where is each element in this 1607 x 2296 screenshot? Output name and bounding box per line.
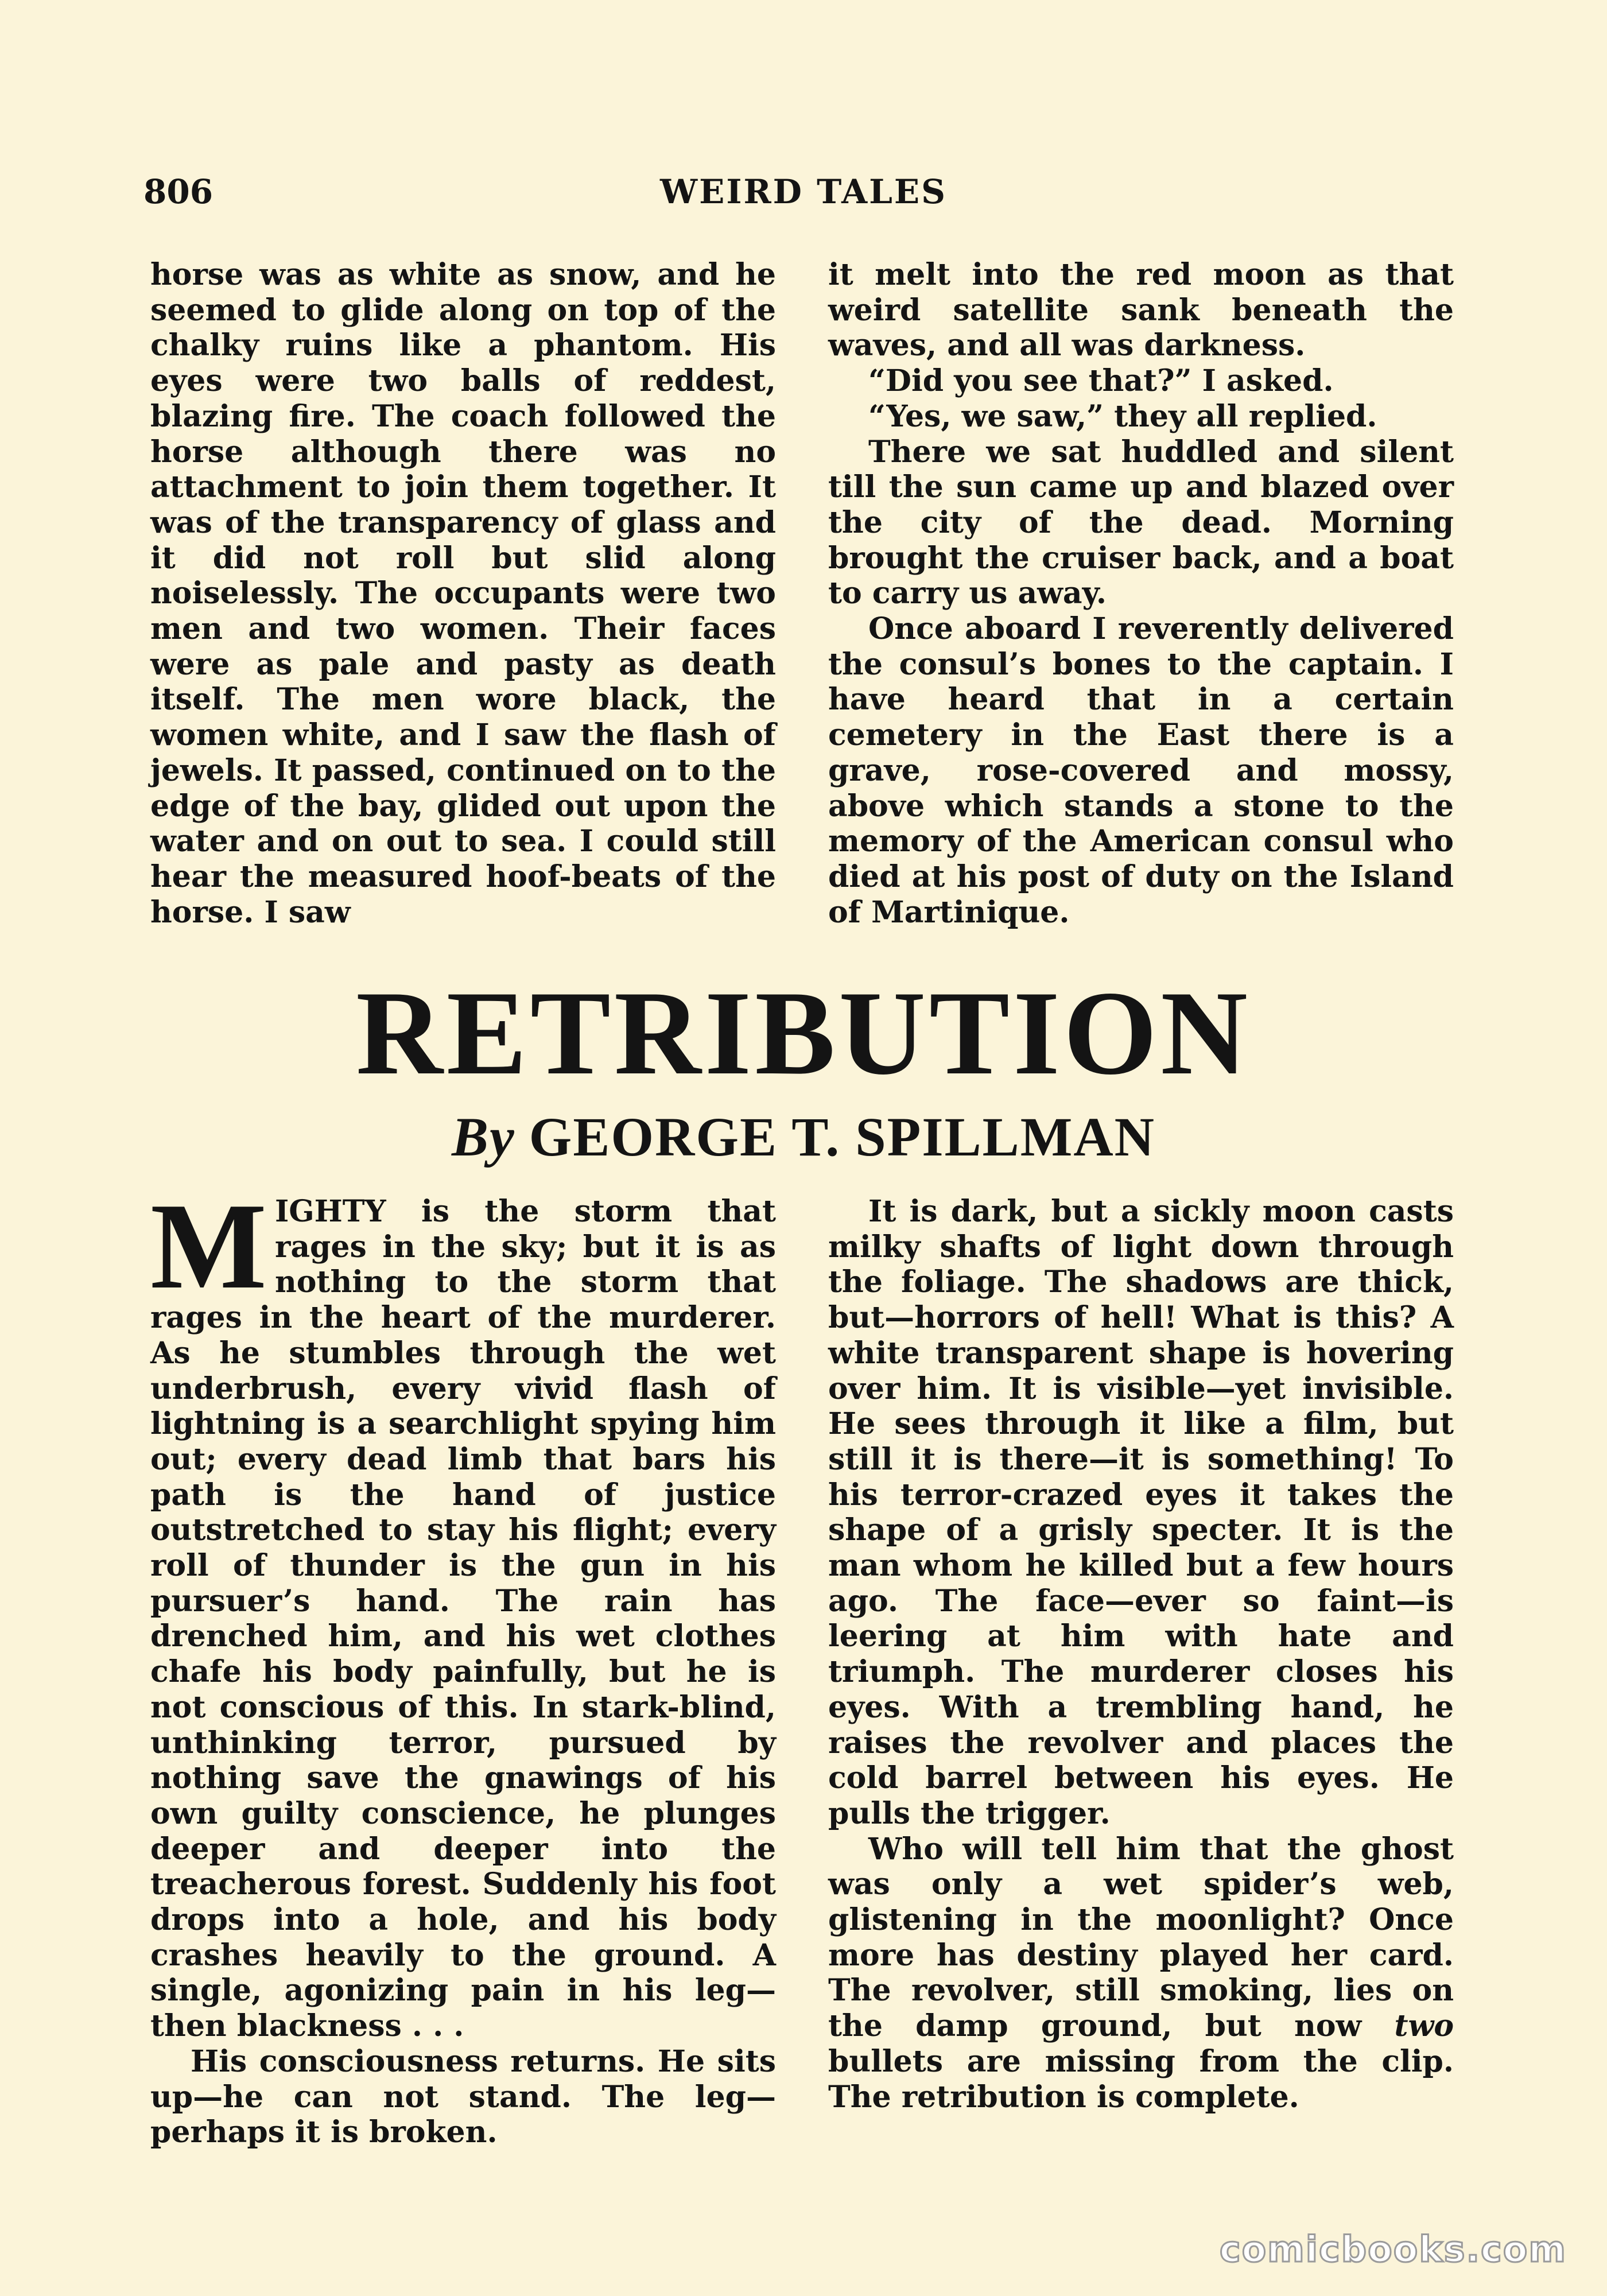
story-title: RETRIBUTION <box>356 967 1251 1100</box>
byline-by: By <box>452 1106 515 1168</box>
page-header <box>143 172 1464 218</box>
opening-text: IGHTY is the storm that rages in the sky; but it is as nothing to the storm that rages in the heart of the murderer. As he stumbles through the wet underbrush, every vivid flash of lightning is a searchlight spying him out; every dead limb that bars his path is the hand of justice outstretched to stay his flight; every roll of thunder is the gun in his pursuer’s hand. The rain has drenched him, and his wet clothes chafe his body painfully, but he is not conscious of this. In stark-blind, unthinking terror, pursued by nothing save the gnawings of his own guilty conscience, he plunges deeper and deeper into the treacherous forest. Suddenly his foot drops into a hole, and his body crashes heavily to the ground. A single, agonizing pain in his leg—then blackness . . . <box>150 1194 776 2044</box>
opening-paragraph <box>150 1177 776 2044</box>
paragraph-text: Who will tell him that the ghost was only a wet spider’s web, glistening in the moonlight? Once more has destiny played her card. The revolver, still smoking, lies on the damp ground, but now <box>828 1831 1454 2044</box>
emphasis-text: two <box>1394 2008 1454 2044</box>
running-title: WEIRD TALES <box>659 172 948 211</box>
author-name: GEORGE T. SPILLMAN <box>529 1106 1155 1168</box>
story-right-column <box>828 1194 1454 2115</box>
paragraph <box>828 1832 1454 2115</box>
paragraph: “Yes, we saw,” they all replied. <box>868 398 1377 434</box>
paragraph-text: bullets are missing from the clip. The retribution is complete. <box>828 2043 1454 2115</box>
continued-story-right-column <box>828 257 1454 930</box>
paragraph: There we sat huddled and silent till the sun came up and blazed over the city of the dead. Morning brought the cruiser back, and a boat to carry us away. <box>828 434 1454 611</box>
paragraph: it melt into the red moon as that weird satellite sank beneath the waves, and all was darkness. <box>828 257 1454 363</box>
paragraph: It is dark, but a sickly moon casts milky shafts of light down through the foliage. The shadows are thick, but—horrors of hell! What is this? A white transparent shape is hovering over him. It is visible—yet invisible. He sees through it like a film, but still it is there—it is something! To his terror-crazed eyes it takes the shape of a grisly specter. It is the man whom he killed but a few hours ago. The face—ever so faint—is leering at him with hate and triumph. The murderer closes his eyes. With a trembling hand, he raises the revolver and places the cold barrel between his eyes. He pulls the trigger. <box>828 1194 1454 1831</box>
byline <box>143 1105 1464 1169</box>
paragraph: “Did you see that?” I asked. <box>868 363 1334 399</box>
continued-story-left-column <box>150 257 776 930</box>
paragraph: horse was as white as snow, and he seemed to glide along on top of the chalky ruins like a phantom. His eyes were two balls of reddest, blazing fire. The coach followed the horse although there was no attachment to join them together. It was of the transparency of glass and it did not roll but slid along noiselessly. The occupants were two men and two women. Their faces were as pale and pasty as death itself. The men wore black, the women white, and I saw the flash of jewels. It passed, continued on to the edge of the bay, glided out upon the water and on out to sea. I could still hear the measured hoof-beats of the horse. I saw <box>150 257 776 930</box>
drop-cap: M <box>150 1177 267 1314</box>
watermark: comicbooks.com <box>1219 2228 1567 2270</box>
paragraph: Once aboard I reverently delivered the consul’s bones to the captain. I have heard that in a certain cemetery in the East there is a grave, rose-covered and mossy, above which stands a stone to the memory of the American consul who died at his post of duty on the Island of Martinique. <box>828 611 1454 930</box>
paragraph: His consciousness returns. He sits up—he can not stand. The leg—perhaps it is broken. <box>150 2043 776 2150</box>
story-left-column <box>150 1177 776 2150</box>
page-number: 806 <box>143 172 214 211</box>
